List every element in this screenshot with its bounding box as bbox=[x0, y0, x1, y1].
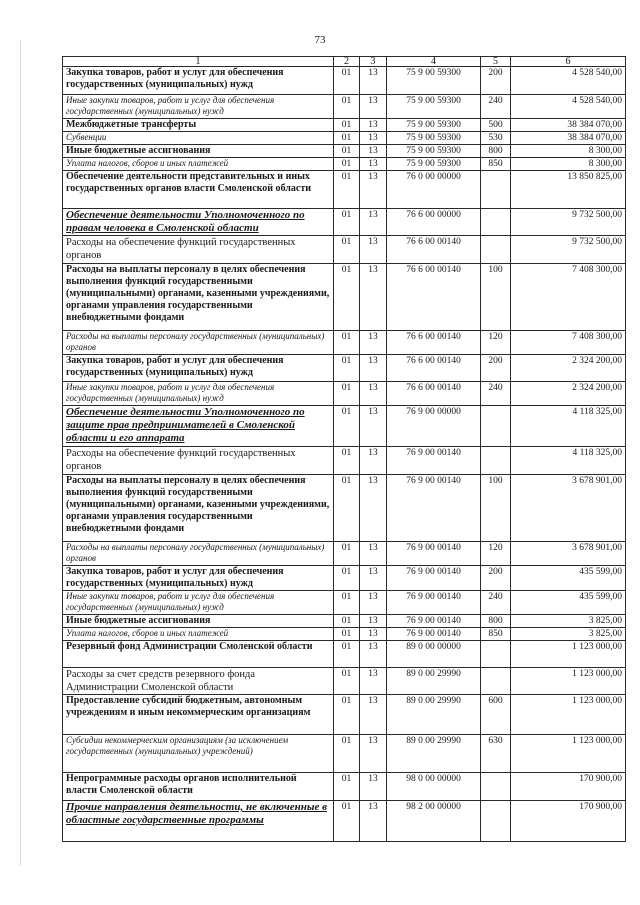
expense-type-code: 530 bbox=[481, 132, 511, 145]
row-name-text: Прочие направления деятельности, не включенные в областные государственные программы bbox=[66, 801, 327, 826]
section-code: 01 bbox=[334, 264, 360, 331]
table-row bbox=[63, 119, 626, 132]
amount: 1 123 000,00 bbox=[511, 735, 626, 773]
section-code: 01 bbox=[334, 209, 360, 236]
subsection-code: 13 bbox=[360, 695, 387, 735]
section-code: 01 bbox=[334, 132, 360, 145]
target-article-code: 75 9 00 59300 bbox=[387, 95, 481, 119]
subsection-code: 13 bbox=[360, 67, 387, 95]
amount: 1 123 000,00 bbox=[511, 641, 626, 668]
section-code: 01 bbox=[334, 695, 360, 735]
expense-type-code bbox=[481, 801, 511, 842]
table-row bbox=[63, 773, 626, 801]
table-row bbox=[63, 236, 626, 264]
subsection-code: 13 bbox=[360, 158, 387, 171]
amount: 7 408 300,00 bbox=[511, 264, 626, 331]
target-article-code: 76 6 00 00140 bbox=[387, 331, 481, 355]
section-code: 01 bbox=[334, 171, 360, 209]
table-row bbox=[63, 542, 626, 566]
table-row bbox=[63, 447, 626, 475]
row-name: Закупка товаров, работ и услуг для обеспечения государственных (муниципальных) нужд bbox=[63, 355, 334, 382]
table-row bbox=[63, 382, 626, 406]
target-article-code: 75 9 00 59300 bbox=[387, 67, 481, 95]
target-article-code: 76 9 00 00140 bbox=[387, 628, 481, 641]
budget-table bbox=[62, 56, 626, 842]
subsection-code: 13 bbox=[360, 236, 387, 264]
amount: 170 900,00 bbox=[511, 801, 626, 842]
target-article-code: 76 6 00 00140 bbox=[387, 355, 481, 382]
row-name: Субвенции bbox=[63, 132, 334, 145]
target-article-code: 75 9 00 59300 bbox=[387, 158, 481, 171]
header-row bbox=[63, 57, 626, 67]
amount: 38 384 070,00 bbox=[511, 132, 626, 145]
target-article-code: 75 9 00 59300 bbox=[387, 132, 481, 145]
amount: 3 825,00 bbox=[511, 615, 626, 628]
amount: 8 300,00 bbox=[511, 158, 626, 171]
row-name: Расходы на обеспечение функций государственных органов bbox=[63, 236, 334, 264]
section-code: 01 bbox=[334, 591, 360, 615]
target-article-code: 89 0 00 29990 bbox=[387, 735, 481, 773]
target-article-code: 76 6 00 00140 bbox=[387, 236, 481, 264]
expense-type-code bbox=[481, 171, 511, 209]
row-name: Уплата налогов, сборов и иных платежей bbox=[63, 158, 334, 171]
amount: 13 850 825,00 bbox=[511, 171, 626, 209]
expense-type-code bbox=[481, 236, 511, 264]
page-edge-line bbox=[20, 40, 21, 865]
row-name: Иные закупки товаров, работ и услуг для обеспечения государственных (муниципальных) нужд bbox=[63, 591, 334, 615]
subsection-code: 13 bbox=[360, 145, 387, 158]
amount: 435 599,00 bbox=[511, 566, 626, 591]
row-name: Расходы на выплаты персоналу государственных (муниципальных) органов bbox=[63, 331, 334, 355]
table-row bbox=[63, 735, 626, 773]
amount: 4 528 540,00 bbox=[511, 67, 626, 95]
amount: 2 324 200,00 bbox=[511, 355, 626, 382]
section-code: 01 bbox=[334, 668, 360, 695]
expense-type-code bbox=[481, 209, 511, 236]
expense-type-code: 200 bbox=[481, 67, 511, 95]
expense-type-code: 850 bbox=[481, 158, 511, 171]
section-code: 01 bbox=[334, 801, 360, 842]
subsection-code: 13 bbox=[360, 668, 387, 695]
target-article-code: 76 0 00 00000 bbox=[387, 171, 481, 209]
target-article-code: 76 9 00 00140 bbox=[387, 447, 481, 475]
subsection-code: 13 bbox=[360, 475, 387, 542]
amount: 4 118 325,00 bbox=[511, 406, 626, 447]
table-row bbox=[63, 95, 626, 119]
table-row bbox=[63, 132, 626, 145]
expense-type-code: 850 bbox=[481, 628, 511, 641]
row-name: Расходы на обеспечение функций государственных органов bbox=[63, 447, 334, 475]
section-code: 01 bbox=[334, 773, 360, 801]
section-code: 01 bbox=[334, 628, 360, 641]
expense-type-code: 240 bbox=[481, 95, 511, 119]
expense-type-code bbox=[481, 447, 511, 475]
subsection-code: 13 bbox=[360, 209, 387, 236]
table-row bbox=[63, 158, 626, 171]
target-article-code: 89 0 00 29990 bbox=[387, 695, 481, 735]
table-row bbox=[63, 67, 626, 95]
section-code: 01 bbox=[334, 735, 360, 773]
amount: 38 384 070,00 bbox=[511, 119, 626, 132]
row-name: Иные бюджетные ассигнования bbox=[63, 145, 334, 158]
amount: 3 678 901,00 bbox=[511, 542, 626, 566]
amount: 9 732 500,00 bbox=[511, 209, 626, 236]
subsection-code: 13 bbox=[360, 773, 387, 801]
row-name: Иные закупки товаров, работ и услуг для обеспечения государственных (муниципальных) нужд bbox=[63, 382, 334, 406]
target-article-code: 98 0 00 00000 bbox=[387, 773, 481, 801]
column-header: 5 bbox=[481, 57, 511, 67]
section-code: 01 bbox=[334, 331, 360, 355]
section-code: 01 bbox=[334, 355, 360, 382]
table-row bbox=[63, 331, 626, 355]
column-header: 1 bbox=[63, 57, 334, 67]
row-name: Закупка товаров, работ и услуг для обеспечения государственных (муниципальных) нужд bbox=[63, 566, 334, 591]
row-name: Резервный фонд Администрации Смоленской области bbox=[63, 641, 334, 668]
column-header: 3 bbox=[360, 57, 387, 67]
amount: 3 825,00 bbox=[511, 628, 626, 641]
amount: 435 599,00 bbox=[511, 591, 626, 615]
expense-type-code: 120 bbox=[481, 542, 511, 566]
target-article-code: 75 9 00 59300 bbox=[387, 119, 481, 132]
expense-type-code: 800 bbox=[481, 615, 511, 628]
section-code: 01 bbox=[334, 566, 360, 591]
target-article-code: 89 0 00 29990 bbox=[387, 668, 481, 695]
subsection-code: 13 bbox=[360, 615, 387, 628]
table-row bbox=[63, 171, 626, 209]
subsection-code: 13 bbox=[360, 628, 387, 641]
row-name: Расходы за счет средств резервного фонда Администрации Смоленской области bbox=[63, 668, 334, 695]
target-article-code: 76 9 00 00140 bbox=[387, 542, 481, 566]
amount: 9 732 500,00 bbox=[511, 236, 626, 264]
target-article-code: 76 6 00 00140 bbox=[387, 264, 481, 331]
expense-type-code: 240 bbox=[481, 591, 511, 615]
table-row bbox=[63, 475, 626, 542]
expense-type-code: 500 bbox=[481, 119, 511, 132]
subsection-code: 13 bbox=[360, 447, 387, 475]
target-article-code: 76 9 00 00000 bbox=[387, 406, 481, 447]
target-article-code: 76 6 00 00000 bbox=[387, 209, 481, 236]
row-name: Иные закупки товаров, работ и услуг для обеспечения государственных (муниципальных) нужд bbox=[63, 95, 334, 119]
table-row bbox=[63, 406, 626, 447]
row-name bbox=[63, 801, 334, 842]
expense-type-code: 630 bbox=[481, 735, 511, 773]
column-header: 2 bbox=[334, 57, 360, 67]
row-name: Субсидии некоммерческим организациям (за исключением государственных (муниципальных) учреждений) bbox=[63, 735, 334, 773]
target-article-code: 76 9 00 00140 bbox=[387, 566, 481, 591]
table-row bbox=[63, 695, 626, 735]
row-name-text: Обеспечение деятельности Уполномоченного по правам человека в Смоленской области bbox=[66, 209, 305, 234]
row-name: Предоставление субсидий бюджетным, автономным учреждениям и иным некоммерческим организациям bbox=[63, 695, 334, 735]
section-code: 01 bbox=[334, 447, 360, 475]
expense-type-code bbox=[481, 773, 511, 801]
amount: 4 528 540,00 bbox=[511, 95, 626, 119]
subsection-code: 13 bbox=[360, 641, 387, 668]
section-code: 01 bbox=[334, 382, 360, 406]
subsection-code: 13 bbox=[360, 264, 387, 331]
target-article-code: 75 9 00 59300 bbox=[387, 145, 481, 158]
amount: 4 118 325,00 bbox=[511, 447, 626, 475]
section-code: 01 bbox=[334, 119, 360, 132]
amount: 1 123 000,00 bbox=[511, 695, 626, 735]
row-name bbox=[63, 209, 334, 236]
expense-type-code: 100 bbox=[481, 264, 511, 331]
table-row bbox=[63, 591, 626, 615]
expense-type-code: 120 bbox=[481, 331, 511, 355]
target-article-code: 89 0 00 00000 bbox=[387, 641, 481, 668]
section-code: 01 bbox=[334, 145, 360, 158]
amount: 1 123 000,00 bbox=[511, 668, 626, 695]
subsection-code: 13 bbox=[360, 591, 387, 615]
subsection-code: 13 bbox=[360, 171, 387, 209]
section-code: 01 bbox=[334, 95, 360, 119]
subsection-code: 13 bbox=[360, 542, 387, 566]
section-code: 01 bbox=[334, 158, 360, 171]
row-name: Закупка товаров, работ и услуг для обеспечения государственных (муниципальных) нужд bbox=[63, 67, 334, 95]
section-code: 01 bbox=[334, 67, 360, 95]
row-name: Иные бюджетные ассигнования bbox=[63, 615, 334, 628]
expense-type-code bbox=[481, 668, 511, 695]
row-name: Непрограммные расходы органов исполнительной власти Смоленской области bbox=[63, 773, 334, 801]
table-row bbox=[63, 628, 626, 641]
table-row bbox=[63, 209, 626, 236]
table-row bbox=[63, 801, 626, 842]
row-name: Уплата налогов, сборов и иных платежей bbox=[63, 628, 334, 641]
row-name: Расходы на выплаты персоналу государственных (муниципальных) органов bbox=[63, 542, 334, 566]
section-code: 01 bbox=[334, 475, 360, 542]
amount: 170 900,00 bbox=[511, 773, 626, 801]
row-name-text: Обеспечение деятельности Уполномоченного по защите прав предпринимателей в Смоленской области и его аппарата bbox=[66, 406, 305, 444]
table-row bbox=[63, 615, 626, 628]
expense-type-code bbox=[481, 641, 511, 668]
target-article-code: 76 9 00 00140 bbox=[387, 591, 481, 615]
page-number: 73 bbox=[314, 34, 326, 46]
subsection-code: 13 bbox=[360, 331, 387, 355]
subsection-code: 13 bbox=[360, 801, 387, 842]
table-row bbox=[63, 145, 626, 158]
table-row bbox=[63, 264, 626, 331]
row-name: Межбюджетные трансферты bbox=[63, 119, 334, 132]
amount: 7 408 300,00 bbox=[511, 331, 626, 355]
column-header: 4 bbox=[387, 57, 481, 67]
table-row bbox=[63, 668, 626, 695]
expense-type-code: 200 bbox=[481, 355, 511, 382]
table-row bbox=[63, 641, 626, 668]
expense-type-code: 240 bbox=[481, 382, 511, 406]
amount: 8 300,00 bbox=[511, 145, 626, 158]
section-code: 01 bbox=[334, 236, 360, 264]
table-row bbox=[63, 355, 626, 382]
subsection-code: 13 bbox=[360, 355, 387, 382]
subsection-code: 13 bbox=[360, 566, 387, 591]
subsection-code: 13 bbox=[360, 735, 387, 773]
target-article-code: 76 9 00 00140 bbox=[387, 615, 481, 628]
section-code: 01 bbox=[334, 542, 360, 566]
amount: 3 678 901,00 bbox=[511, 475, 626, 542]
target-article-code: 76 9 00 00140 bbox=[387, 475, 481, 542]
subsection-code: 13 bbox=[360, 119, 387, 132]
row-name: Обеспечение деятельности представительных и иных государственных органов власти Смоленской области bbox=[63, 171, 334, 209]
section-code: 01 bbox=[334, 615, 360, 628]
table-row bbox=[63, 566, 626, 591]
expense-type-code: 200 bbox=[481, 566, 511, 591]
amount: 2 324 200,00 bbox=[511, 382, 626, 406]
subsection-code: 13 bbox=[360, 132, 387, 145]
subsection-code: 13 bbox=[360, 406, 387, 447]
subsection-code: 13 bbox=[360, 382, 387, 406]
row-name bbox=[63, 406, 334, 447]
row-name: Расходы на выплаты персоналу в целях обеспечения выполнения функций государственными (муниципальными) органами, казенными учреждениями, органами управления государственными внебюджетными фондами bbox=[63, 264, 334, 331]
expense-type-code: 800 bbox=[481, 145, 511, 158]
expense-type-code bbox=[481, 406, 511, 447]
target-article-code: 76 6 00 00140 bbox=[387, 382, 481, 406]
target-article-code: 98 2 00 00000 bbox=[387, 801, 481, 842]
subsection-code: 13 bbox=[360, 95, 387, 119]
column-header: 6 bbox=[511, 57, 626, 67]
section-code: 01 bbox=[334, 406, 360, 447]
section-code: 01 bbox=[334, 641, 360, 668]
row-name: Расходы на выплаты персоналу в целях обеспечения выполнения функций государственными (муниципальными) органами, казенными учреждениями, органами управления государственными внебюджетными фондами bbox=[63, 475, 334, 542]
expense-type-code: 600 bbox=[481, 695, 511, 735]
expense-type-code: 100 bbox=[481, 475, 511, 542]
